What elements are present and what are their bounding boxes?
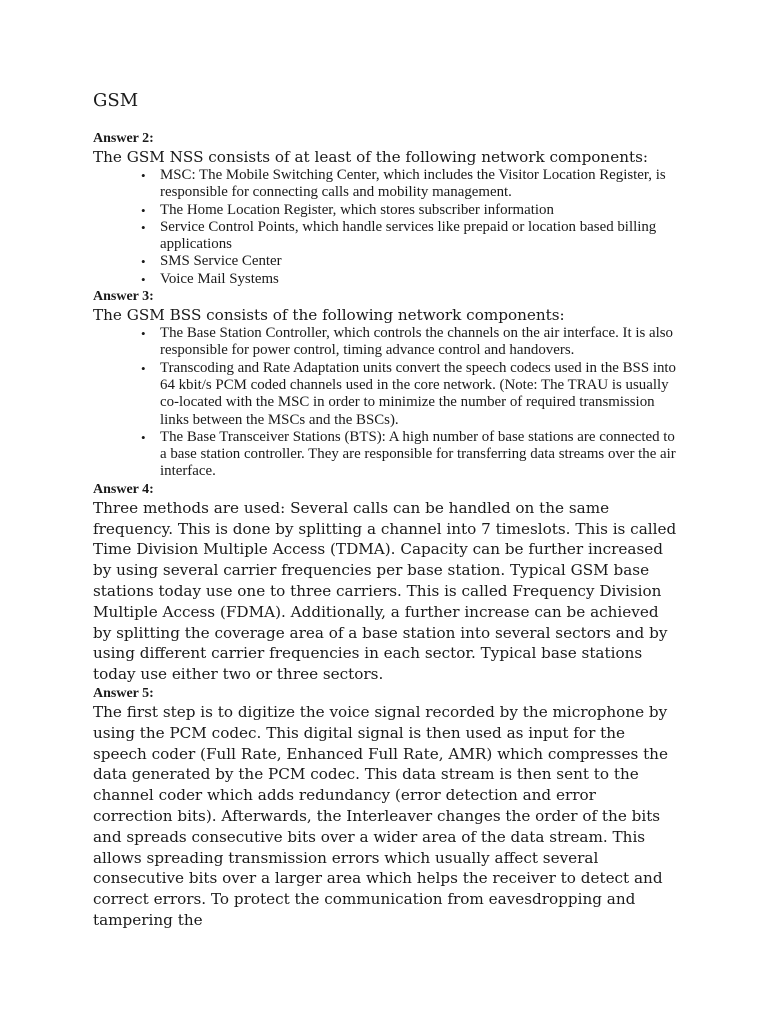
list-item: • Transcoding and Rate Adaptation units convert the speech codecs used in the BSS into 64 kbit/s PCM coded channels used in the core network. (Note: The TRAU is usually co-located with the MSC in order to minimize the number of required transmission links between the MSCs and the BSCs). xyxy=(160,360,677,429)
document-title: GSM xyxy=(93,90,139,111)
answer-section-2 xyxy=(93,130,677,288)
answer-heading: Answer 5: xyxy=(93,685,154,701)
list-item: • SMS Service Center xyxy=(160,253,677,270)
answer-paragraph: The first step is to digitize the voice signal recorded by the microphone by using the PCM codec. This digital signal is then used as input for the speech coder (Full Rate, Enhanced Full Rate, AMR) which compresses the data generated by the PCM codec. This data stream is then sent to the channel coder which adds redundancy (error detection and error correction bits). Afterwards, the Interleaver changes the order of the bits and spreads consecutive bits over a wider area of the data stream. This allows spreading transmission errors which usually affect several consecutive bits over a larger area which helps the receiver to detect and correct errors. To protect the communication from eavesdropping and tampering the xyxy=(93,702,668,929)
answer-section-3 xyxy=(93,288,677,481)
list-item: • MSC: The Mobile Switching Center, which includes the Visitor Location Register, is responsible for connecting calls and mobility management. xyxy=(160,167,677,202)
answer-heading: Answer 3: xyxy=(93,289,154,305)
answer-intro: The GSM BSS consists of the following network components: xyxy=(93,306,565,325)
bullet-list xyxy=(93,325,677,481)
answer-heading: Answer 4: xyxy=(93,481,154,497)
answer-heading: Answer 2: xyxy=(93,131,154,146)
bullet-list xyxy=(93,167,677,288)
answer-section-4 xyxy=(93,481,677,685)
list-item: • Service Control Points, which handle services like prepaid or location based billing applications xyxy=(160,219,677,254)
list-item: • The Home Location Register, which stores subscriber information xyxy=(160,202,677,219)
answer-section-5 xyxy=(93,685,677,931)
document-content xyxy=(93,130,677,931)
answer-paragraph: Three methods are used: Several calls can be handled on the same frequency. This is done by splitting a channel into 7 timeslots. This is called Time Division Multiple Access (TDMA). Capacity can be further increased by using several carrier frequencies per base station. Typical GSM base stations today use one to three carriers. This is called Frequency Division Multiple Access (FDMA). Additionally, a further increase can be achieved by splitting the coverage area of a base station into several sectors and by using different carrier frequencies in each sector. Typical base stations today use either two or three sectors. xyxy=(93,498,677,684)
answer-intro: The GSM NSS consists of at least of the following network components: xyxy=(93,148,648,166)
list-item: • The Base Station Controller, which controls the channels on the air interface. It is also responsible for power control, timing advance control and handovers. xyxy=(160,325,677,360)
list-item: • Voice Mail Systems xyxy=(160,271,677,288)
list-item: • The Base Transceiver Stations (BTS): A high number of base stations are connected to a base station controller. They are responsible for transferring data streams over the air interface. xyxy=(160,429,677,481)
